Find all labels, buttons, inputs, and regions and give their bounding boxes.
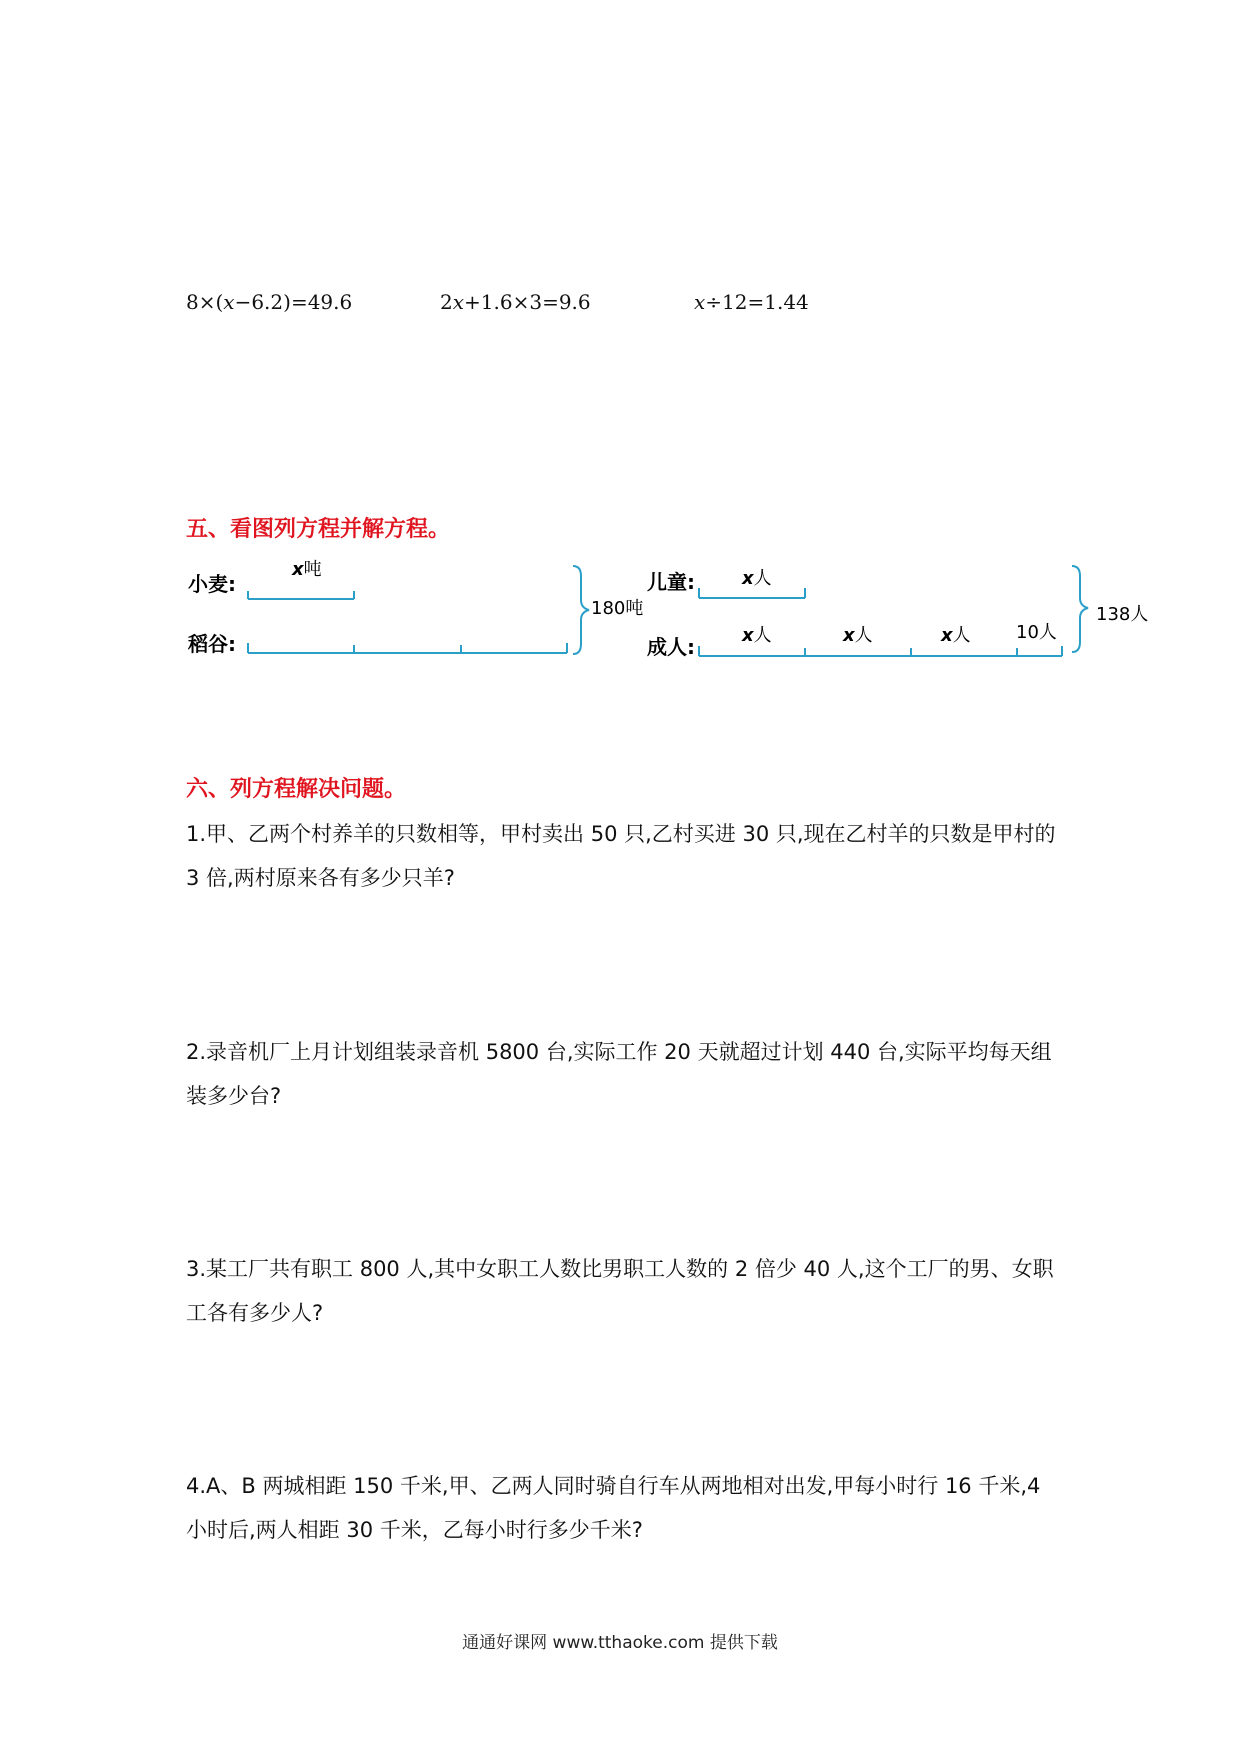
adult-seg-3-label: x人 [941, 625, 971, 646]
wheat-bar [248, 591, 354, 599]
adult-seg-1-label: x人 [742, 625, 772, 646]
equation-1: 8×(x−6.2)=49.6 [186, 290, 353, 314]
adult-extra-label: 10人 [1016, 622, 1057, 643]
adult-label: 成人: [647, 635, 695, 659]
adult-seg-2-label: x人 [843, 625, 873, 646]
problem-4: 4.A、B 两城相距 150 千米,甲、乙两人同时骑自行车从两地相对出发,甲每小时行 16 千米,4 小时后,两人相距 30 千米，乙每小时行多少千米? [186, 1474, 1041, 1542]
problem-1: 1.甲、乙两个村养羊的只数相等，甲村卖出 50 只,乙村买进 30 只,现在乙村羊的只数是甲村的 3 倍,两村原来各有多少只羊? [186, 822, 1056, 890]
section-6-title: 六、列方程解决问题。 [186, 776, 407, 802]
footer-credit: 通通好课网 www.tthaoke.com 提供下载 [462, 1633, 778, 1653]
children-x-label: x人 [742, 568, 772, 589]
problem-3: 3.某工厂共有职工 800 人,其中女职工人数比男职工人数的 2 倍少 40 人,这个工厂的男、女职工各有多少人? [186, 1257, 1054, 1325]
problem-2: 2.录音机厂上月计划组装录音机 5800 台,实际工作 20 天就超过计划 440 台,实际平均每天组装多少台? [186, 1040, 1052, 1108]
section-5-title: 五、看图列方程并解方程。 [186, 516, 451, 542]
total-tons: 180吨 [591, 598, 644, 619]
children-label: 儿童: [647, 570, 695, 594]
adult-bar [699, 646, 1062, 656]
equation-2: 2x+1.6×3=9.6 [440, 290, 591, 314]
wheat-x-label: x吨 [292, 559, 322, 580]
total-people: 138人 [1096, 604, 1149, 625]
rice-label: 稻谷: [188, 632, 236, 656]
rice-bar [248, 643, 567, 653]
brace-2 [1072, 566, 1088, 652]
equation-3: x÷12=1.44 [694, 290, 809, 314]
wheat-label: 小麦: [188, 572, 236, 596]
children-bar [699, 588, 805, 598]
brace-1 [573, 566, 589, 654]
